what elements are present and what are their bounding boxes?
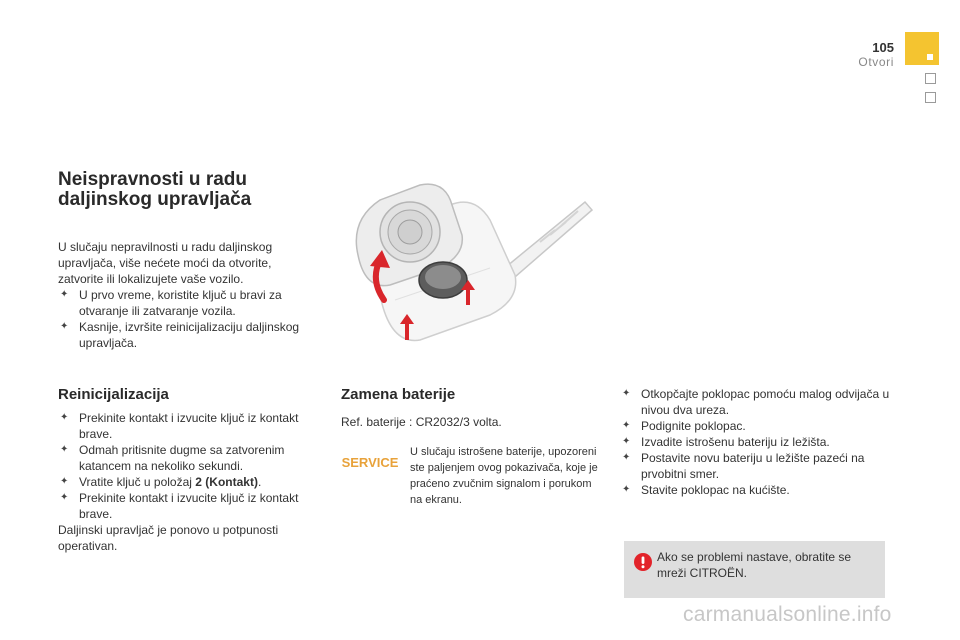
reinit-footer: Daljinski upravljač je ponovo u potpunosti operativan. bbox=[58, 523, 279, 553]
bullet-icon: ✦ bbox=[60, 289, 69, 300]
watermark: carmanualsonline.info bbox=[683, 603, 892, 626]
service-label: SERVICE bbox=[341, 455, 399, 470]
list-item-text: Prekinite kontakt i izvucite ključ iz kontakt brave. bbox=[79, 491, 299, 521]
warning-text: Ako se problemi nastave, obratite se mreži CITROËN. bbox=[657, 550, 852, 580]
bullet-icon: ✦ bbox=[622, 388, 631, 399]
list-item-text: Postavite novu bateriju u ležište pazeći na prvobitni smer. bbox=[641, 451, 865, 481]
key-fob-illustration bbox=[340, 180, 600, 345]
intro-text: U slučaju nepravilnosti u radu daljinskog upravljača, više nećete moći da otvorite, zatvorite ili lokalizujete vaše vozilo. bbox=[58, 240, 273, 286]
battery-heading: Zamena baterije bbox=[341, 386, 456, 403]
list-item-text: Otkopčajte poklopac pomoću malog odvijača u nivou dva ureza. bbox=[641, 387, 890, 417]
list-item bbox=[58, 442, 320, 474]
steps-list bbox=[620, 386, 890, 498]
list-item bbox=[620, 418, 890, 434]
list-item bbox=[58, 410, 320, 442]
list-item bbox=[620, 386, 890, 418]
page-title: Neispravnosti u radu daljinskog upravljača bbox=[58, 169, 252, 210]
bullet-icon: ✦ bbox=[60, 444, 69, 455]
service-note: U slučaju istrošene baterije, upozoreni ste paljenjem ovog pokazivača, koje je praćeno zvučnim signalom i porukom na ekranu. bbox=[410, 446, 598, 506]
reinit-list bbox=[58, 410, 320, 522]
service-warning-icon bbox=[341, 452, 399, 472]
key-position-label: 2 (Kontakt) bbox=[195, 475, 258, 489]
list-item-text: Stavite poklopac na kućište. bbox=[641, 483, 790, 497]
list-item-text: Odmah pritisnite dugme sa zatvorenim katancem na nekoliko sekundi. bbox=[79, 443, 285, 473]
bullet-icon: ✦ bbox=[622, 484, 631, 495]
list-item bbox=[58, 287, 313, 319]
list-item bbox=[620, 450, 890, 482]
list-item-text: Prekinite kontakt i izvucite ključ iz kontakt brave. bbox=[79, 411, 299, 441]
list-item-text: Kasnije, izvršite reinicijalizaciju daljinskog upravljača. bbox=[79, 320, 300, 350]
list-item-text: Izvadite istrošenu bateriju iz ležišta. bbox=[641, 435, 830, 449]
tab-marker bbox=[927, 54, 933, 60]
section-name: Otvori bbox=[858, 55, 894, 69]
bullet-icon: ✦ bbox=[622, 420, 631, 431]
exclamation-icon bbox=[634, 553, 652, 571]
chapter-tab-active bbox=[905, 32, 939, 65]
list-item-text: Vratite ključ u položaj bbox=[79, 475, 196, 489]
battery-cell bbox=[419, 262, 467, 298]
list-item-text: Podignite poklopac. bbox=[641, 419, 746, 433]
list-item bbox=[620, 434, 890, 450]
bullet-icon: ✦ bbox=[60, 412, 69, 423]
intro-section bbox=[58, 239, 313, 351]
list-item bbox=[58, 474, 320, 490]
bullet-icon: ✦ bbox=[60, 492, 69, 503]
reinit-section bbox=[58, 410, 320, 554]
battery-reference: Ref. baterije : CR2032/3 volta. bbox=[341, 415, 502, 429]
list-item bbox=[620, 482, 890, 498]
warning-note bbox=[624, 541, 885, 598]
chapter-tab-box bbox=[925, 92, 936, 103]
list-item bbox=[58, 319, 313, 351]
bullet-icon: ✦ bbox=[60, 321, 69, 332]
reinit-heading: Reinicijalizacija bbox=[58, 386, 169, 403]
list-item-text: . bbox=[257, 475, 262, 489]
list-item bbox=[58, 490, 320, 522]
list-item-text: U prvo vreme, koristite ključ u bravi za otvaranje ili zatvaranje vozila. bbox=[79, 288, 282, 318]
bullet-icon: ✦ bbox=[622, 452, 631, 463]
chapter-tab-box bbox=[925, 73, 936, 84]
battery-steps bbox=[620, 386, 890, 498]
bullet-icon: ✦ bbox=[622, 436, 631, 447]
bullet-icon: ✦ bbox=[60, 476, 69, 487]
intro-list bbox=[58, 287, 313, 351]
page-number: 105 bbox=[872, 40, 894, 55]
